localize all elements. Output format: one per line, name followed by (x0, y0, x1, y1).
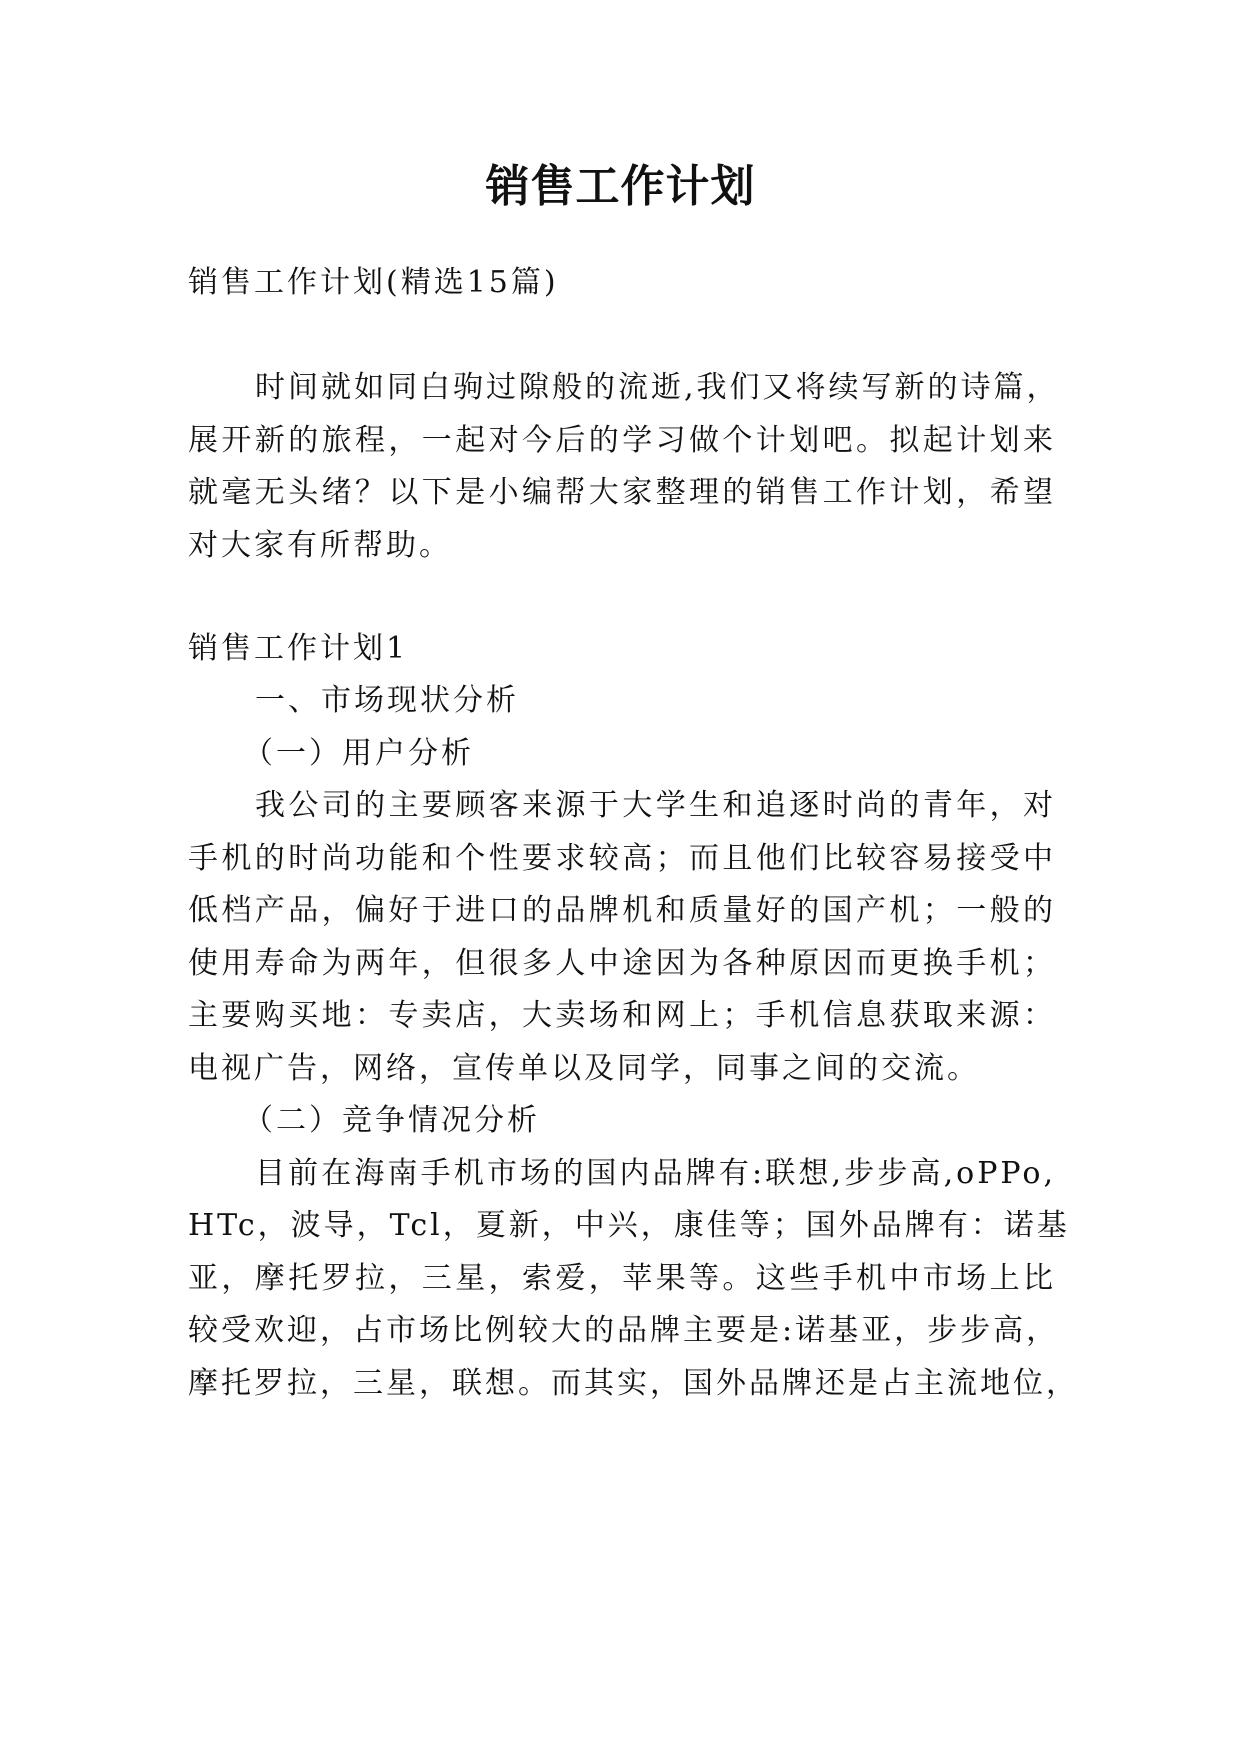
paragraph-line: 主要购买地：专卖店，大卖场和网上；手机信息获取来源： (188, 998, 1056, 1033)
heading-user-analysis: （一）用户分析 (243, 736, 474, 771)
paragraph-line: 电视广告，网络，宣传单以及同学，同事之间的交流。 (188, 1051, 980, 1086)
paragraph-line: 目前在海南手机市场的国内品牌有:联想,步步高,oPPo, (255, 1156, 1056, 1191)
heading-market-analysis: 一、市场现状分析 (255, 683, 519, 718)
paragraph-line: 摩托罗拉，三星，联想。而其实，国外品牌还是占主流地位， (188, 1366, 1079, 1401)
paragraph-line: 亚，摩托罗拉，三星，索爱，苹果等。这些手机中市场上比 (188, 1261, 1056, 1296)
paragraph-line: 手机的时尚功能和个性要求较高；而且他们比较容易接受中 (188, 841, 1056, 876)
document-subtitle: 销售工作计划(精选15篇) (188, 265, 559, 300)
intro-line: 展开新的旅程，一起对今后的学习做个计划吧。拟起计划来 (188, 423, 1056, 458)
intro-line: 时间就如同白驹过隙般的流逝,我们又将续写新的诗篇， (255, 370, 1060, 405)
intro-line: 就毫无头绪？以下是小编帮大家整理的销售工作计划，希望 (188, 475, 1056, 510)
heading-competition-analysis: （二）竞争情况分析 (243, 1103, 540, 1138)
paragraph-line: 低档产品，偏好于进口的品牌机和质量好的国产机；一般的 (188, 893, 1056, 928)
intro-line: 对大家有所帮助。 (188, 528, 452, 563)
section-heading: 销售工作计划1 (188, 631, 409, 666)
paragraph-line: 较受欢迎，占市场比例较大的品牌主要是:诺基亚，步步高， (188, 1313, 1060, 1348)
paragraph-line: 使用寿命为两年，但很多人中途因为各种原因而更换手机； (188, 946, 1056, 981)
paragraph-line: 我公司的主要顾客来源于大学生和追逐时尚的青年，对 (255, 788, 1056, 823)
paragraph-line: HTc，波导，Tcl，夏新，中兴，康佳等；国外品牌有：诺基 (188, 1208, 1070, 1243)
document-title: 销售工作计划 (485, 161, 756, 212)
